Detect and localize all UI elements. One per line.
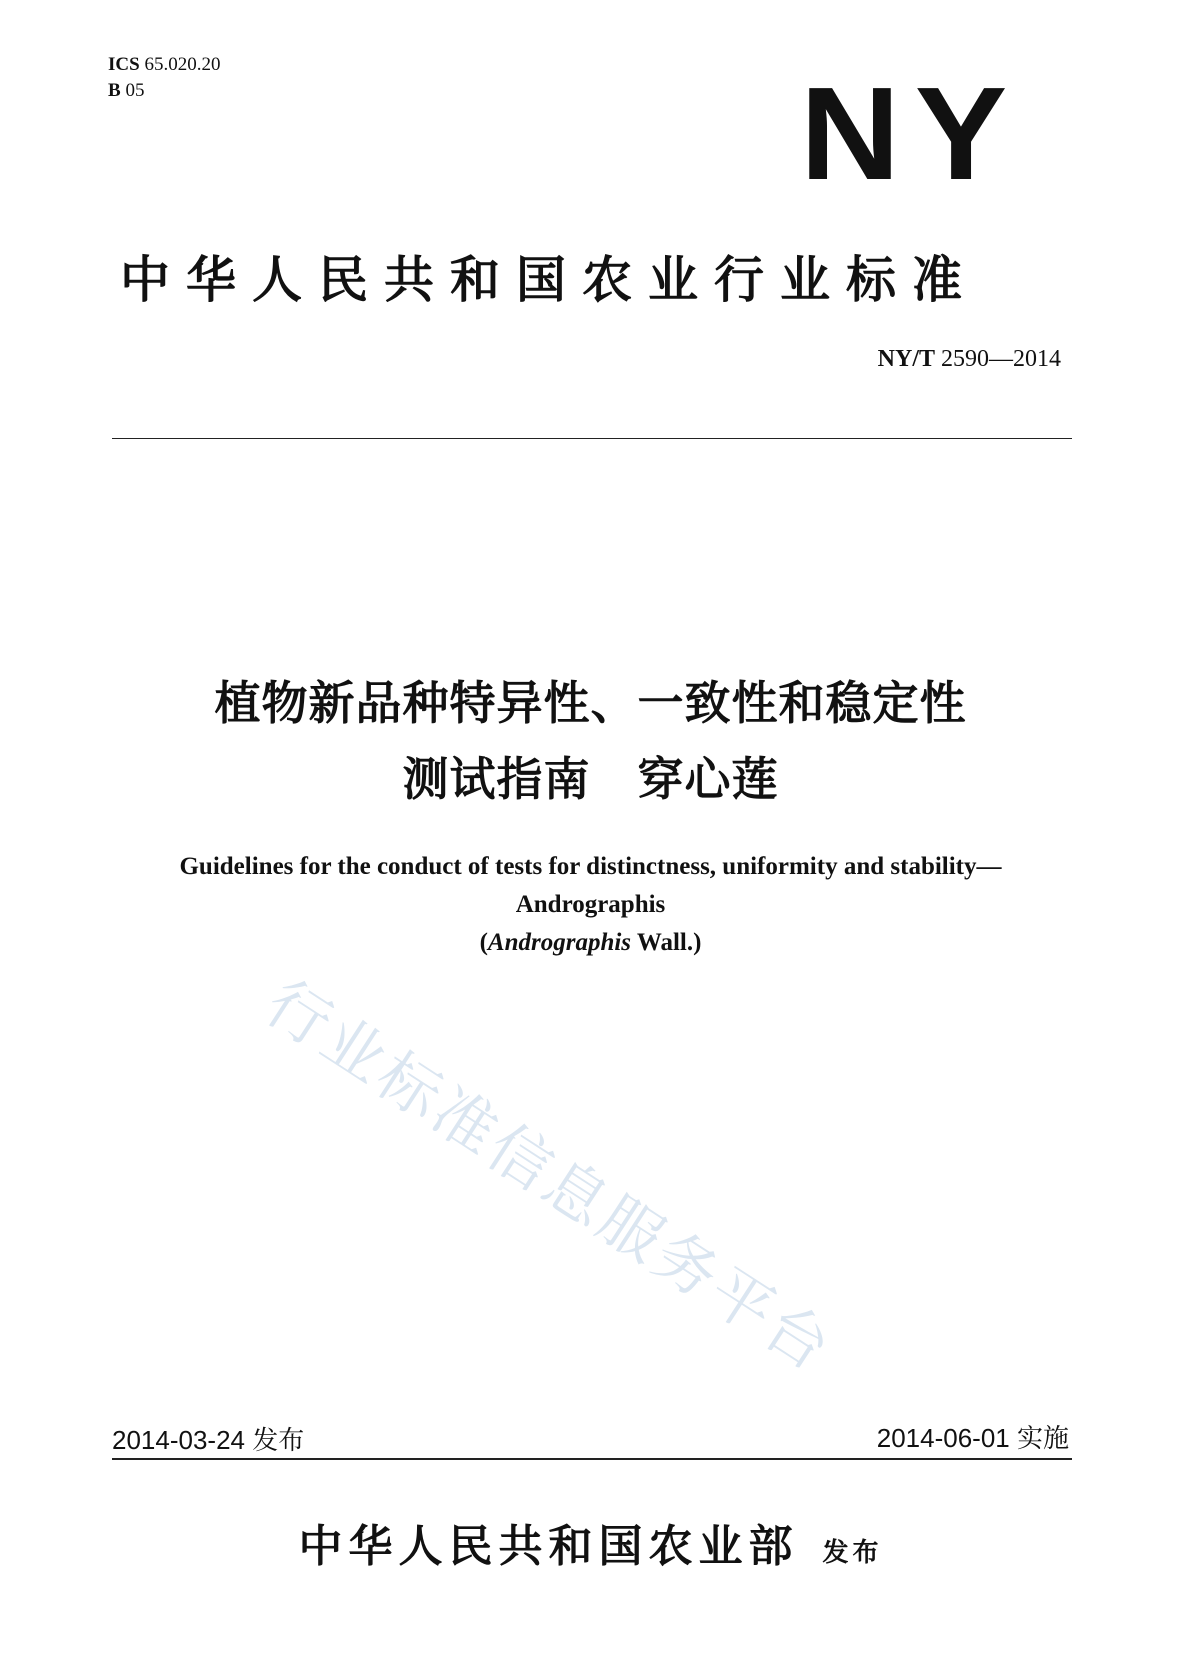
species-italic: Andrographis [487, 929, 632, 956]
ccs-code: 05 [125, 80, 145, 101]
implement-date-value: 2014-06-01 [876, 1423, 1010, 1453]
publish-date [112, 1420, 304, 1457]
classification-codes [108, 52, 220, 104]
english-title-line-3 [0, 924, 1181, 962]
standard-number [878, 346, 1061, 373]
ics-code: 65.020.20 [144, 54, 221, 75]
english-title [0, 848, 1181, 962]
top-divider [112, 438, 1072, 439]
chinese-title-line-2: 测试指南 穿心莲 [402, 752, 779, 806]
ics-label: ICS [108, 54, 140, 75]
species-authority: Wall.) [631, 929, 702, 956]
implement-date [877, 1418, 1069, 1455]
paren-open: ( [479, 929, 488, 956]
implement-date-label: 实施 [1016, 1423, 1069, 1453]
issuer [0, 1510, 1181, 1574]
standard-prefix: NY/T [877, 346, 935, 372]
publish-date-value: 2014-03-24 [112, 1425, 245, 1455]
issuer-suffix: 发布 [822, 1538, 883, 1568]
english-title-line-2: Andrographis [515, 891, 666, 918]
english-title-line-1: Guidelines for the conduct of tests for distinctness, uniformity and stability— [179, 853, 1002, 880]
chinese-title [0, 665, 1181, 817]
standard-type-heading: 中华人民共和国农业行业标准 [120, 250, 978, 309]
watermark: 行业标准信息服务平台 [253, 965, 847, 1387]
ccs-label: B [108, 80, 121, 101]
ccs-line [108, 78, 220, 104]
bottom-divider [112, 1458, 1072, 1460]
publish-date-label: 发布 [252, 1425, 305, 1455]
standard-code: 2590—2014 [941, 346, 1061, 372]
issuer-name: 中华人民共和国农业部 [298, 1521, 799, 1572]
chinese-title-line-1: 植物新品种特异性、一致性和稳定性 [214, 676, 967, 730]
ics-line [108, 52, 220, 78]
ny-logo: NY [800, 60, 1022, 207]
